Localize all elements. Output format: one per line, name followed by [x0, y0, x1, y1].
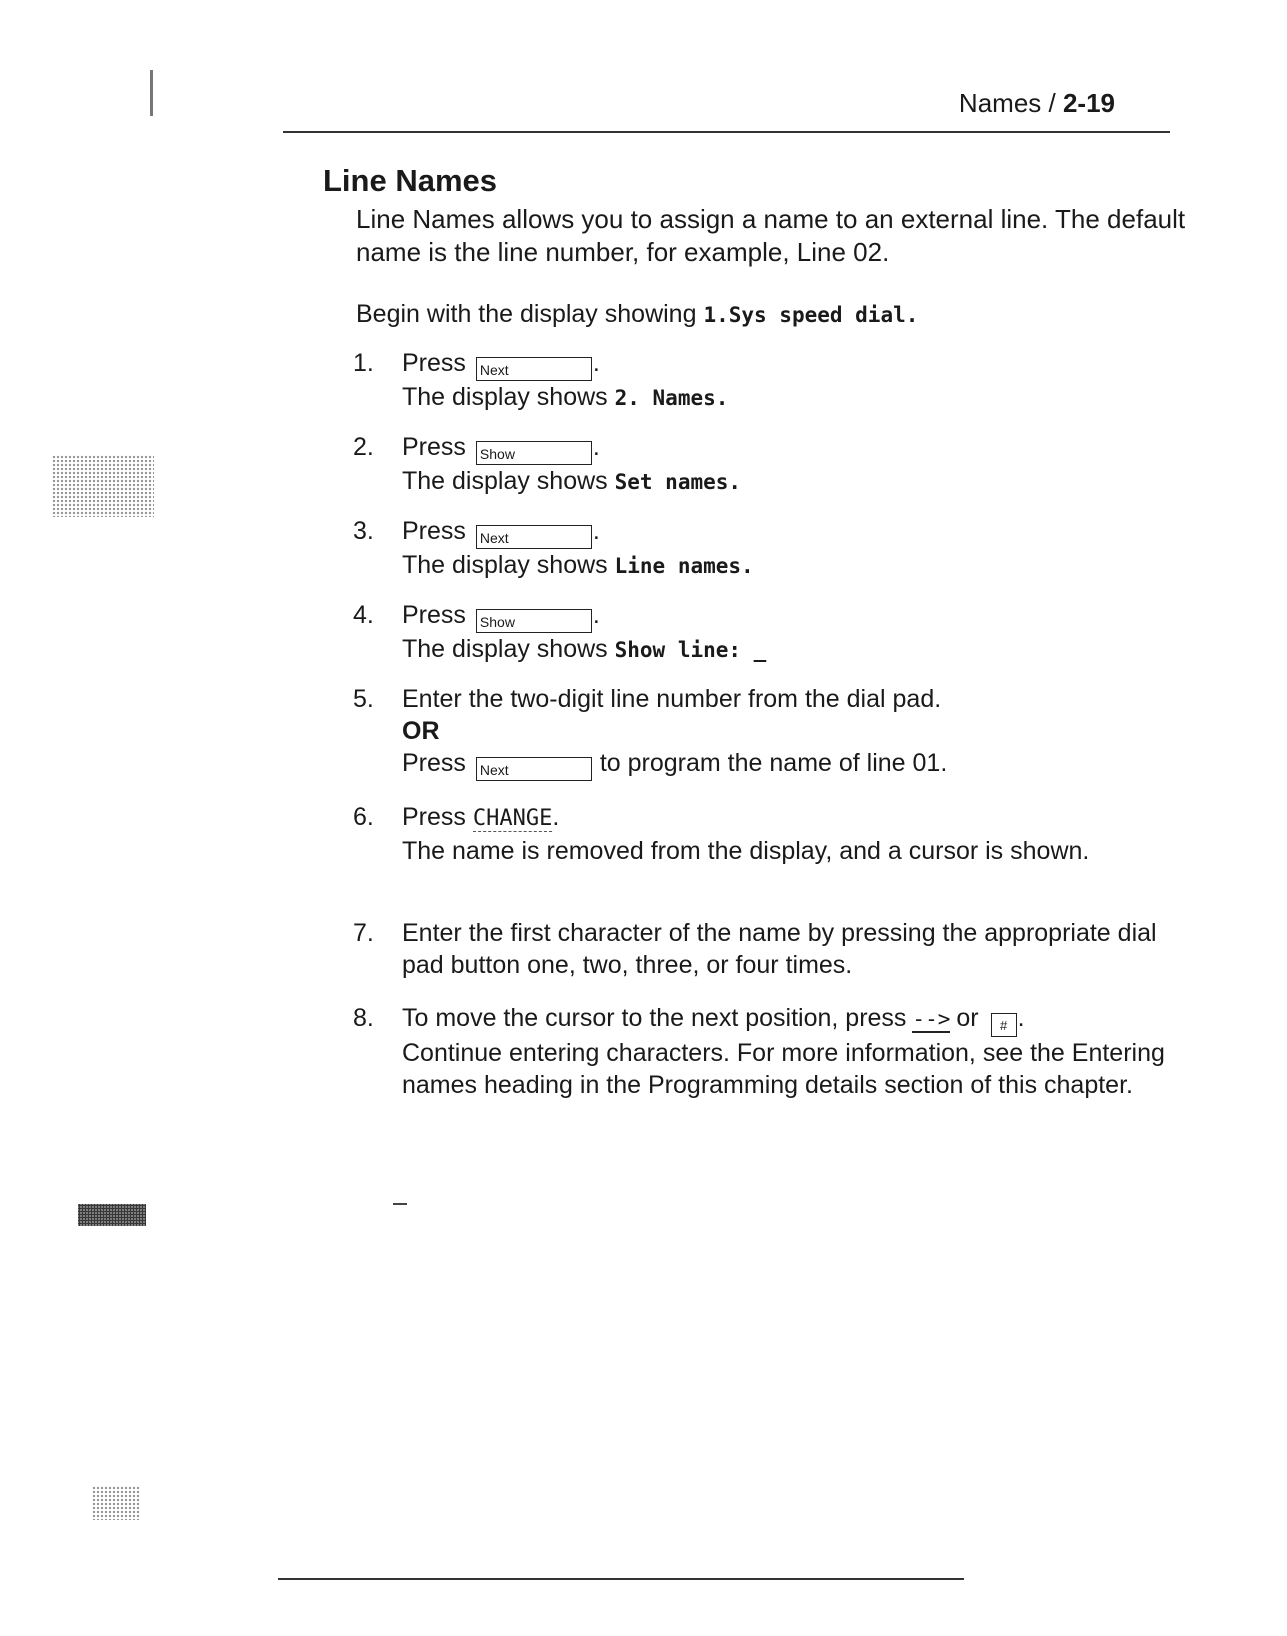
step-press-line	[402, 747, 1192, 781]
show-key: Show	[476, 609, 592, 633]
step-number: 3.	[353, 517, 374, 545]
step-8	[402, 1002, 1192, 1101]
running-head	[959, 88, 1115, 119]
header-rule	[283, 131, 1170, 133]
step-press-line	[402, 1002, 1192, 1037]
pound-key: #	[991, 1013, 1017, 1037]
step-prefix: To move the cursor to the next position, press	[402, 1004, 907, 1032]
begin-prefix: Begin with the display showing	[356, 300, 704, 328]
step-number: 7.	[353, 919, 374, 947]
step-number: 1.	[353, 349, 374, 377]
scan-mark	[150, 70, 153, 116]
step-number: 6.	[353, 803, 374, 831]
section-label: Names /	[958, 88, 1063, 118]
step-number: 2.	[353, 433, 374, 461]
step-number: 8.	[353, 1004, 374, 1032]
step-result	[402, 633, 1192, 666]
press-label: Press	[402, 433, 466, 461]
press-label: Press	[402, 803, 473, 831]
step-punct: .	[592, 517, 600, 545]
step-punct: .	[552, 803, 560, 831]
step-3	[402, 515, 1192, 582]
step-press-line	[402, 599, 1192, 633]
step-result	[402, 381, 1192, 414]
page-number: 2-19	[1062, 88, 1115, 118]
or-label: OR	[402, 717, 440, 745]
step-text: Enter the first character of the name by pressing the appropriate dial pad button one, two, three, or four times.	[402, 919, 1157, 979]
step-text: Enter the two-digit line number from the dial pad.	[402, 685, 942, 713]
step-2	[402, 431, 1192, 498]
result-prefix: The display shows	[402, 467, 615, 495]
change-softkey: CHANGE	[472, 806, 553, 831]
step-5	[402, 683, 1192, 781]
display-text: 2. Names.	[614, 386, 729, 410]
scan-speckle	[92, 1486, 140, 1520]
step-7	[402, 917, 1192, 981]
right-arrow-key: -->	[912, 1007, 951, 1031]
display-text: Set names.	[614, 470, 742, 494]
result-prefix: The display shows	[402, 383, 615, 411]
step-text: The name is removed from the display, and a cursor is shown.	[402, 837, 1090, 865]
scan-speckle	[52, 455, 154, 517]
intro-paragraph: Line Names allows you to assign a name to an external line. The default name is the line number, for example, Line 02.	[356, 204, 1186, 267]
press-label: Press	[402, 349, 466, 377]
step-punct: .	[1017, 1004, 1025, 1032]
step-press-line	[402, 515, 1192, 549]
begin-instruction	[356, 300, 918, 329]
press-label: Press	[402, 601, 466, 629]
display-text: 1.Sys speed dial.	[703, 303, 919, 327]
step-number: 5.	[353, 685, 374, 713]
step-text: Continue entering characters. For more information, see the Entering names heading in the Programming details section of this chapter.	[402, 1039, 1165, 1099]
step-number: 4.	[353, 601, 374, 629]
step-result	[402, 465, 1192, 498]
display-text: Line names.	[614, 554, 754, 578]
or-word: or	[956, 1004, 979, 1032]
step-1	[402, 347, 1192, 414]
step-press-line	[402, 347, 1192, 381]
step-result	[402, 549, 1192, 582]
next-key: Next	[476, 357, 592, 381]
next-key: Next	[476, 757, 592, 781]
stray-mark	[393, 1203, 407, 1205]
step-punct: .	[592, 601, 600, 629]
step-suffix: to program the name of line 01.	[592, 749, 948, 777]
footer-rule	[278, 1578, 964, 1580]
press-label: Press	[402, 517, 466, 545]
step-press-line	[402, 431, 1192, 465]
result-prefix: The display shows	[402, 635, 615, 663]
step-4	[402, 599, 1192, 666]
scan-speckle	[78, 1204, 146, 1226]
press-label: Press	[402, 749, 466, 777]
display-text: Show line: _	[614, 638, 767, 662]
section-title: Line Names	[323, 163, 498, 198]
result-prefix: The display shows	[402, 551, 615, 579]
step-press-line	[402, 801, 1192, 835]
step-punct: .	[592, 433, 600, 461]
step-punct: .	[592, 349, 600, 377]
step-6	[402, 801, 1192, 867]
next-key: Next	[476, 525, 592, 549]
show-key: Show	[476, 441, 592, 465]
